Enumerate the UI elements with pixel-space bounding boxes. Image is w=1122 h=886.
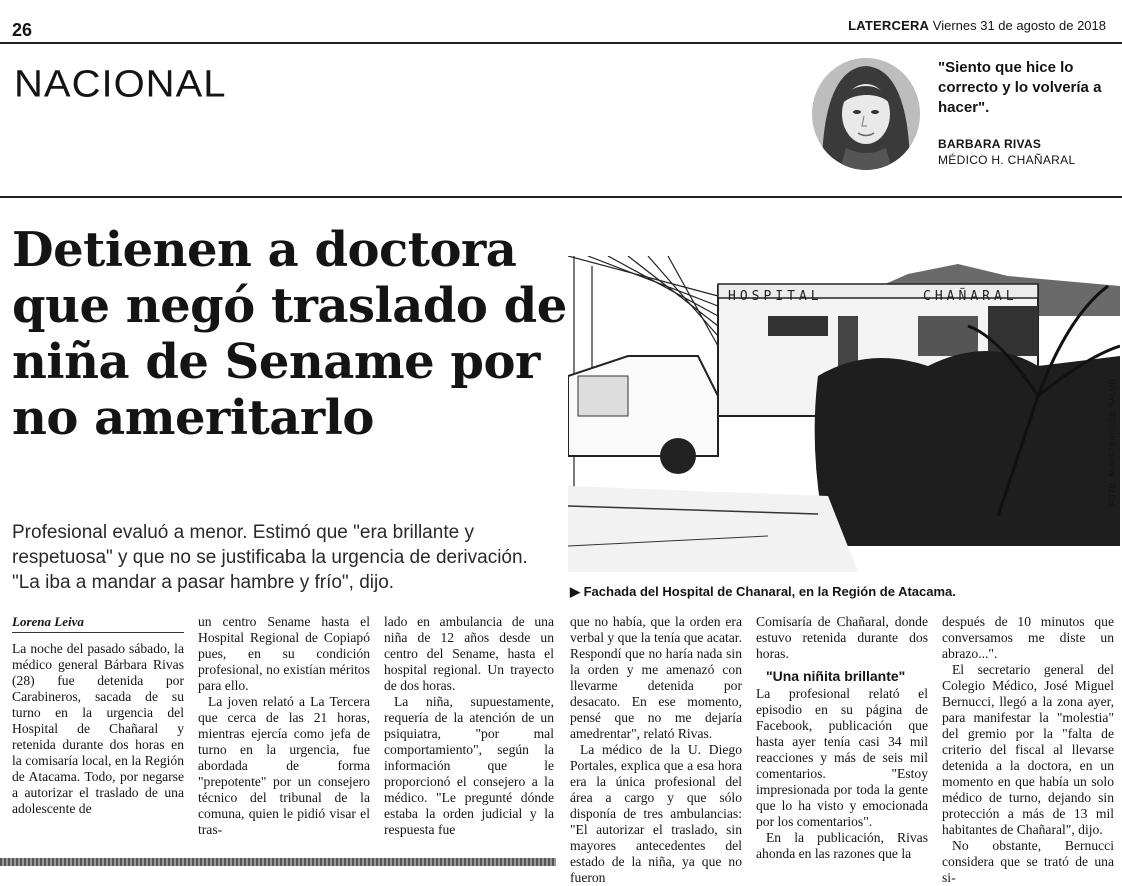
article-paragraph: La joven relató a La Tercera que cerca de las 21 horas, mientras ejercía como jefa de turno en la urgencia, fue abordada de forma "prepotente" por un consejero técnico del tribunal de la comuna, quien le pidió visar el tras-	[198, 694, 370, 837]
article-column-4	[570, 614, 742, 886]
article-paragraph: después de 10 minutos que conversamos me diste un abrazo...".	[942, 614, 1114, 661]
header-rule	[0, 42, 1122, 44]
article-column-6	[942, 614, 1114, 886]
pull-quote-name: BARBARA RIVAS	[938, 137, 1042, 151]
article-paragraph: La niña, supuestamente, requería de la atención de un psiquiatra, "por mal comportamiento", según la información que le proporcionó el consejero a la médico. "Le pregunté dónde estaba la orden judicial y la respuesta fue	[384, 694, 554, 837]
article-column-2	[198, 614, 370, 838]
pull-quote-role: MÉDICO H. CHAÑARAL	[938, 153, 1076, 167]
hospital-photo	[568, 256, 1120, 572]
portrait-photo	[812, 58, 920, 170]
pull-quote-text: "Siento que hice lo correcto y lo volvería a hacer".	[938, 59, 1102, 116]
photo-credit: FOTO: MINISTERIO DE SALUD	[1108, 378, 1117, 506]
article-column-1	[12, 614, 184, 817]
article-column-5	[756, 614, 928, 862]
photo-caption: ▶ Fachada del Hospital de Chanaral, en la Región de Atacama.	[570, 584, 956, 599]
article-paragraph: La médico de la U. Diego Portales, explica que a esa hora era la única profesional del área a cargo y que sólo disponía de tres ambulancias: "El autorizar el traslado, sin mayores antecedentes del estado de la niña, ya que no fueron	[570, 742, 742, 885]
article-column-3	[384, 614, 554, 838]
subtitle: Profesional evaluó a menor. Estimó que "era brillante y respetuosa" y que no se justificaba la urgencia de derivación. "La iba a mandar a pasar hambre y frío", dijo.	[12, 522, 528, 593]
article-paragraph: El secretario general del Colegio Médico, José Miguel Bernucci, llegó a la zona ayer, para manifestar la "molestia" del gremio por la "falta de criterio del fiscal al llevarse detenida a la doctora, en un momento en que había un solo médico de turno, dejando sin protección a más de 13 mil habitantes de Chañaral", dijo.	[942, 662, 1114, 837]
publication-date: Viernes 31 de agosto de 2018	[932, 18, 1106, 33]
byline: Lorena Leiva	[12, 614, 184, 633]
section-title: NACIONAL	[14, 63, 227, 105]
page-number: 26	[12, 20, 33, 40]
article-paragraph: La profesional relató el episodio en su página de Facebook, publicación que hasta ayer tenía casi 34 mil reacciones y más de seis mil comentarios. "Estoy impresionada por toda la gente que lo ha visto y emocionada por los comentarios".	[756, 686, 928, 829]
footer-rule	[0, 858, 556, 866]
masthead	[848, 18, 1106, 33]
article-paragraph: Comisaría de Chañaral, donde estuvo retenida durante dos horas.	[756, 614, 928, 661]
photo-sign-right: CHAÑARAL	[923, 289, 1018, 304]
headline: Detienen a doctora que negó traslado de niña de Sename por no ameritarlo	[12, 222, 567, 446]
section-rule	[0, 196, 1122, 198]
article-paragraph: La noche del pasado sábado, la médico general Bárbara Rivas (28) fue detenida por Carabineros, sacada de su turno en la urgencia del Hospital de Chañaral y retenida durante dos horas en la comisaría local, en la Región de Atacama. Todo, por negarse a autorizar el traslado de una adolescente de	[12, 641, 184, 816]
article-paragraph: No obstante, Bernucci considera que se trató de una si-	[942, 838, 1114, 885]
article-paragraph: un centro Sename hasta el Hospital Regional de Copiapó pues, en su condición profesional, no existían méritos para ello.	[198, 614, 370, 693]
article-paragraph: lado en ambulancia de una niña de 12 años desde un centro del Sename, hasta el hospital regional. Un trayecto de dos horas.	[384, 614, 554, 693]
photo-sign-left: HOSPITAL	[728, 289, 823, 304]
publication-name: LATERCERA	[848, 18, 930, 33]
article-subhead: "Una niñita brillante"	[766, 668, 906, 684]
article-paragraph: En la publicación, Rivas ahonda en las razones que la	[756, 830, 928, 861]
article-paragraph: que no había, que la orden era verbal y que la tenía que acatar. Respondí que no haría nada sin la orden y me amenazó con llevarme detenida por desacato. En ese momento, pensé que no me dejaría amedrentar", relató Rivas.	[570, 614, 742, 741]
